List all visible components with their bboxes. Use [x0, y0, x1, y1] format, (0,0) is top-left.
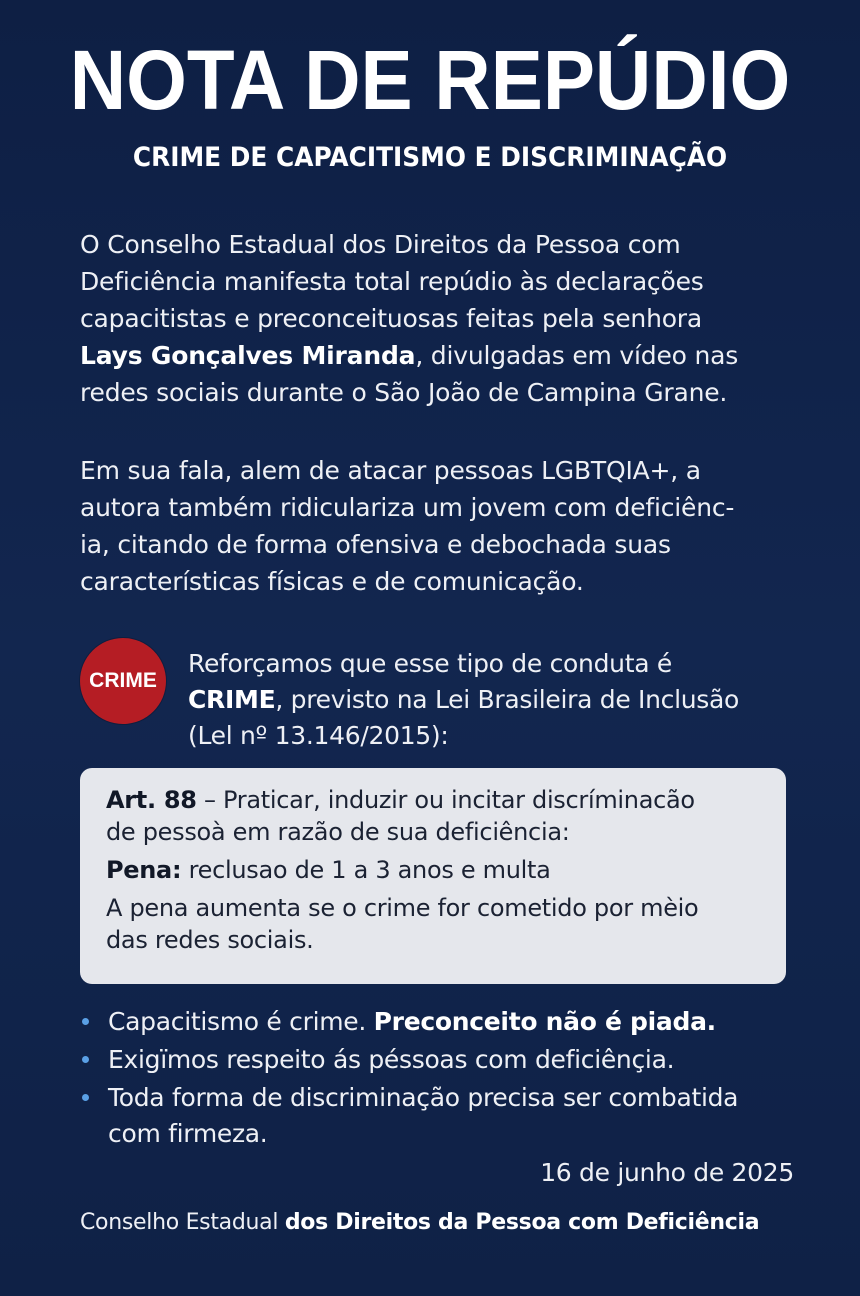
crime-statement	[188, 646, 808, 754]
list-item	[80, 1080, 800, 1152]
page-subtitle: CRIME DE CAPACITISMO E DISCRIMINAÇÃO	[132, 142, 728, 173]
detail-line: autora também ridiculariza um jovem com deficiênc-	[80, 493, 735, 522]
article-line: de pessoà em razão de sua deficiência:	[106, 818, 570, 846]
detail-line: características físicas e de comunicação.	[80, 567, 584, 596]
page-title: NOTA DE REPÚDIO	[69, 33, 791, 127]
crime-line: , previsto na Lei Brasileira de Inclusão	[275, 685, 740, 714]
list-item	[80, 1042, 800, 1078]
footer-plain: Conselho Estadual	[80, 1210, 285, 1235]
crime-line: Reforçamos que esse tipo de conduta é	[188, 649, 672, 678]
intro-line: redes sociais durante o São João de Campina Grane.	[80, 378, 728, 407]
date: 16 de junho de 2025	[540, 1158, 794, 1187]
bullet-bold: Preconceito não é piada.	[373, 1007, 716, 1036]
detail-paragraph	[80, 452, 800, 600]
intro-line: Deficiência manifesta total repúdio às declarações	[80, 267, 704, 296]
detail-line: ia, citando de forma ofensiva e debochada suas	[80, 530, 671, 559]
crime-badge	[80, 638, 166, 724]
law-reference: (Lel nº 13.146/2015):	[188, 721, 449, 750]
list-item	[80, 1004, 800, 1040]
bullet-text: com firmeza.	[108, 1119, 268, 1148]
article-line: das redes sociais.	[106, 926, 314, 954]
footer-signature	[80, 1210, 800, 1235]
article-label: Art. 88	[106, 786, 197, 814]
bullet-text: Capacitismo é crime.	[108, 1007, 374, 1036]
intro-line: O Conselho Estadual dos Direitos da Pessoa com	[80, 230, 681, 259]
detail-line: Em sua fala, alem de atacar pessoas LGBTQIA+, a	[80, 456, 701, 485]
intro-line: capacitistas e preconceituosas feitas pela senhora	[80, 304, 703, 333]
bullet-list	[80, 1004, 800, 1154]
footer-bold: dos Direitos da Pessoa com Deficiência	[284, 1210, 760, 1235]
bullet-text: Toda forma de discriminação precisa ser combatida	[108, 1083, 739, 1112]
crime-bold: CRIME	[188, 685, 276, 714]
article-line	[106, 784, 760, 816]
penalty-text: reclusao de 1 a 3 anos e multa	[181, 856, 551, 884]
penalty-label: Pena:	[106, 856, 182, 884]
penalty-line	[106, 854, 760, 886]
article-box	[80, 768, 786, 984]
bullet-text: Exigïmos respeito ás péssoas com deficiênçia.	[108, 1045, 675, 1074]
crime-badge-label: CRIME	[89, 669, 157, 692]
article-text: – Praticar, induzir ou incitar discríminacão	[196, 786, 695, 814]
person-name: Lays Gonçalves Miranda	[80, 341, 416, 370]
intro-paragraph	[80, 226, 800, 411]
article-line: A pena aumenta se o crime for cometido por mèio	[106, 894, 699, 922]
intro-line: , divulgadas em vídeo nas	[415, 341, 739, 370]
